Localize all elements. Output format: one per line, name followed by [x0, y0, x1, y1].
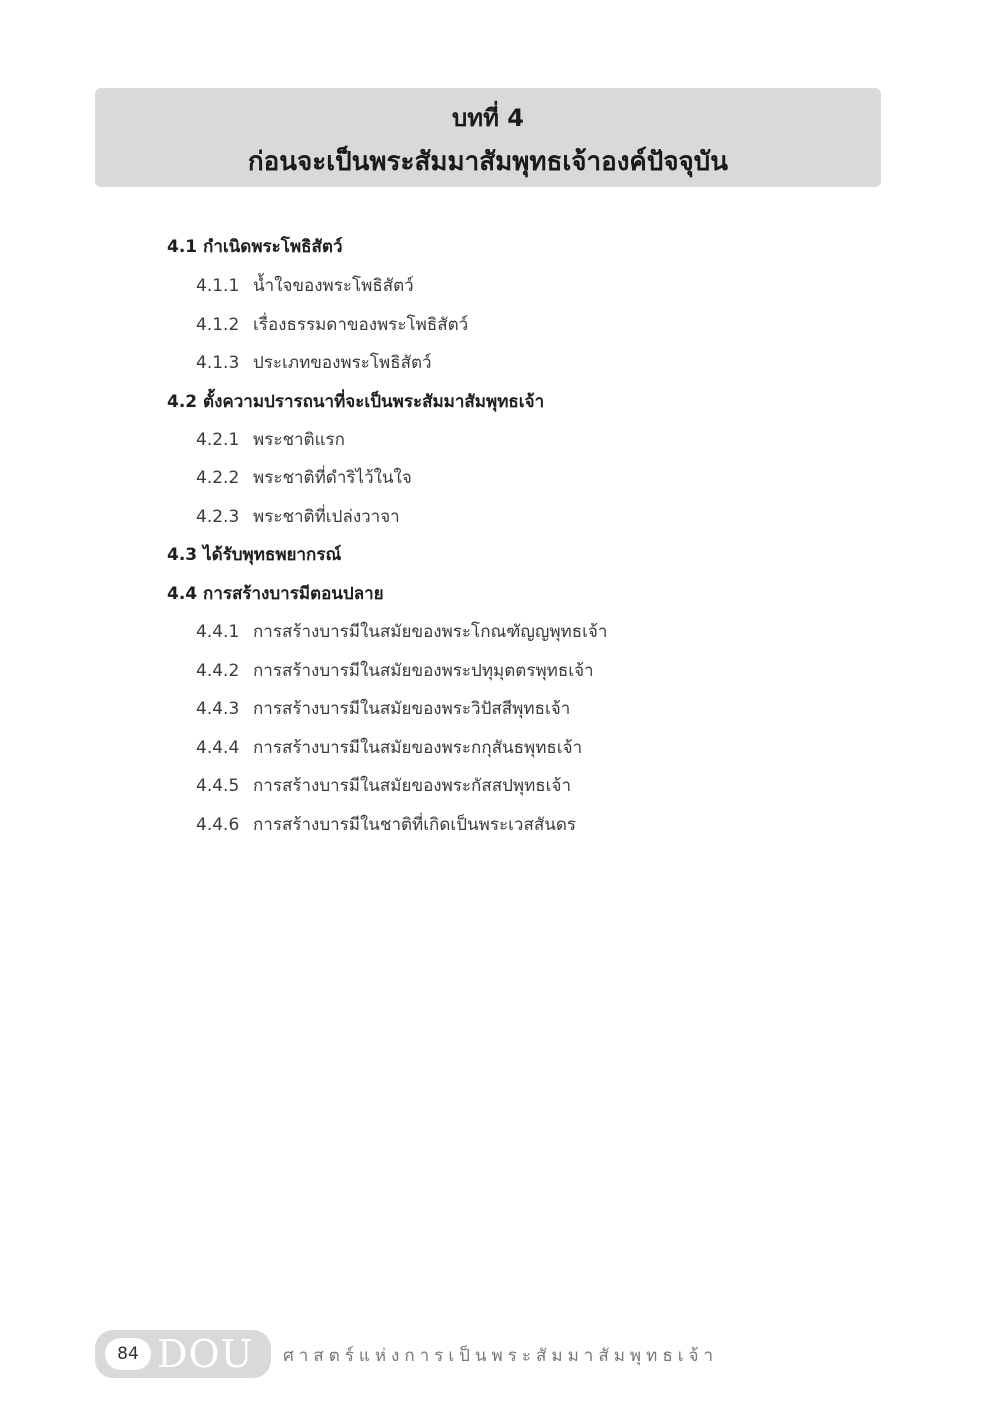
toc-item-text: พระชาติแรก — [253, 430, 345, 450]
toc-item-4-4-2 — [196, 657, 594, 684]
toc-item-4-4-4 — [196, 734, 582, 761]
toc-section-4-2: 4.2 ตั้งความปรารถนาที่จะเป็นพระสัมมาสัมพุทธเจ้า — [167, 392, 545, 412]
toc-item-number: 4.4.1 — [196, 622, 240, 642]
toc-item-4-2-2 — [196, 464, 412, 491]
toc-item-text: การสร้างบารมีในสมัยของพระกกุสันธพุทธเจ้า — [253, 738, 583, 758]
toc-section-4-1: 4.1 กำเนิดพระโพธิสัตว์ — [167, 237, 343, 257]
toc-item-4-4-3 — [196, 695, 570, 722]
toc-item-text: ประเภทของพระโพธิสัตว์ — [253, 353, 432, 373]
toc-item-number: 4.1.3 — [196, 353, 240, 373]
chapter-header — [95, 88, 881, 187]
toc-item-text: การสร้างบารมีในสมัยของพระวิปัสสีพุทธเจ้า — [253, 699, 571, 719]
toc-item-number: 4.4.5 — [196, 776, 240, 796]
toc-item-number: 4.1.2 — [196, 315, 240, 335]
toc-item-text: การสร้างบารมีในชาติที่เกิดเป็นพระเวสสันดร — [253, 815, 576, 835]
toc-item-text: พระชาติที่ดำริไว้ในใจ — [253, 468, 412, 488]
page-number: 84 — [105, 1338, 151, 1370]
toc-item-4-4-1 — [196, 618, 607, 645]
toc-item-number: 4.1.1 — [196, 276, 240, 296]
toc-item-number: 4.4.3 — [196, 699, 240, 719]
book-title: ศาสตร์แห่งการเป็นพระสัมมาสัมพุทธเจ้า — [283, 1346, 719, 1366]
toc-item-text: เรื่องธรรมดาของพระโพธิสัตว์ — [253, 315, 469, 335]
toc-item-4-1-3 — [196, 349, 432, 376]
dou-logo: DOU — [157, 1332, 254, 1376]
toc-item-number: 4.4.4 — [196, 738, 240, 758]
toc-item-4-2-1 — [196, 426, 345, 453]
page-footer — [95, 1330, 795, 1378]
toc-item-text: การสร้างบารมีในสมัยของพระปทุมุตตรพุทธเจ้า — [253, 661, 594, 681]
toc-section-4-4: 4.4 การสร้างบารมีตอนปลาย — [167, 584, 384, 604]
chapter-title: ก่อนจะเป็นพระสัมมาสัมพุทธเจ้าองค์ปัจจุบัน — [247, 147, 729, 177]
toc-item-text: การสร้างบารมีในสมัยของพระโกณฑัญญพุทธเจ้า — [253, 622, 608, 642]
toc-item-4-4-6 — [196, 811, 576, 838]
toc-item-4-1-2 — [196, 311, 468, 338]
toc-item-number: 4.4.2 — [196, 661, 240, 681]
footer-logo-band — [95, 1330, 271, 1378]
toc-item-4-2-3 — [196, 503, 400, 530]
toc-section-4-3: 4.3 ได้รับพุทธพยากรณ์ — [167, 545, 342, 565]
toc-item-text: การสร้างบารมีในสมัยของพระกัสสปพุทธเจ้า — [253, 776, 572, 796]
toc-item-4-4-5 — [196, 772, 571, 799]
toc-item-text: น้ำใจของพระโพธิสัตว์ — [253, 276, 414, 296]
toc-item-text: พระชาติที่เปล่งวาจา — [253, 507, 400, 527]
toc-item-number: 4.2.2 — [196, 468, 240, 488]
toc-item-number: 4.4.6 — [196, 815, 240, 835]
toc-item-number: 4.2.1 — [196, 430, 240, 450]
toc-item-number: 4.2.3 — [196, 507, 240, 527]
toc-item-4-1-1 — [196, 272, 414, 299]
chapter-number: บทที่ 4 — [452, 104, 524, 132]
